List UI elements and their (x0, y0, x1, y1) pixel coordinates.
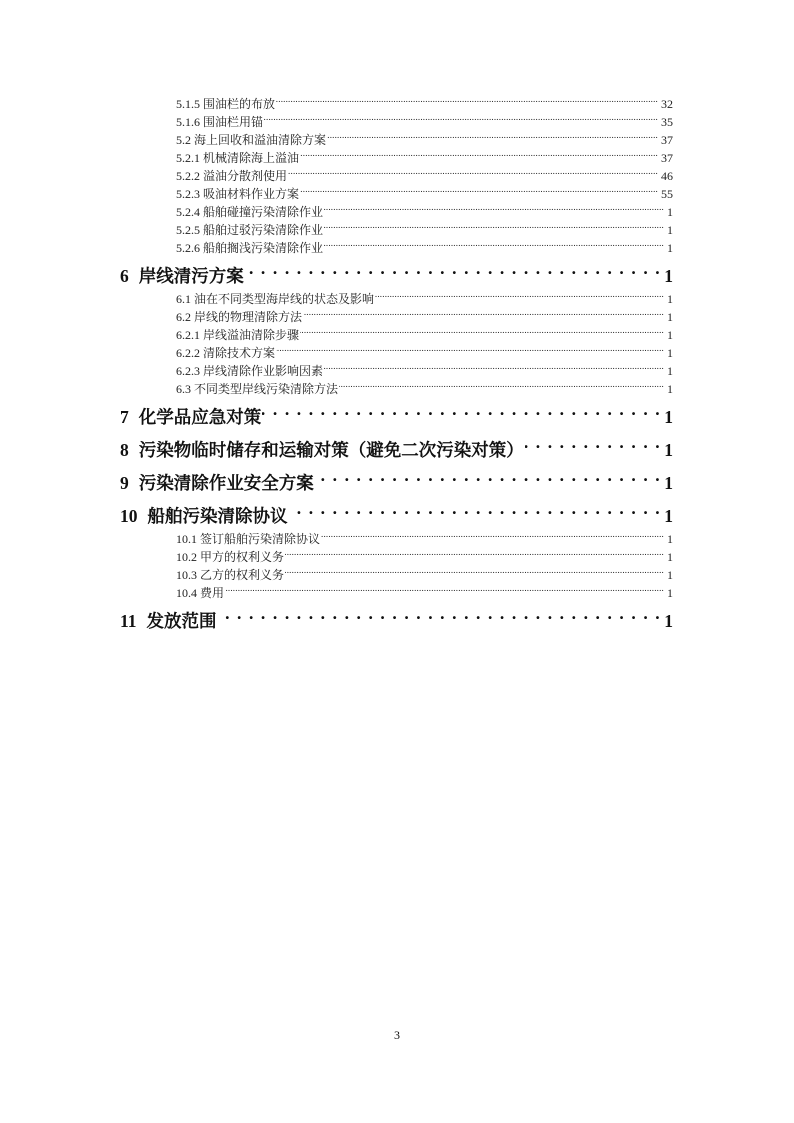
dot-leader (321, 531, 664, 543)
toc-section-entry[interactable] (120, 185, 673, 203)
toc-section-entry[interactable] (120, 113, 673, 131)
toc-section-entry[interactable] (120, 566, 673, 584)
dot-leader (288, 168, 658, 180)
entry-page: 1 (664, 473, 673, 493)
entry-title: 船舶污染清除协议 (147, 506, 288, 526)
dot-leader (285, 549, 664, 561)
entry-title: 污染物临时储存和运输对策（避免二次污染对策） (138, 440, 524, 460)
dot-leader (324, 363, 664, 375)
toc-section-entry[interactable] (120, 167, 673, 185)
entry-number: 5.1.5 (176, 97, 200, 111)
toc-section-entry[interactable] (120, 362, 673, 380)
entry-title: 围油栏用锚 (203, 115, 264, 129)
entry-page: 32 (661, 97, 673, 111)
dot-leader (375, 291, 664, 303)
dot-leader (276, 96, 658, 108)
entry-title: 吸油材料作业方案 (203, 187, 300, 201)
entry-title: 海上回收和溢油清除方案 (194, 133, 327, 147)
entry-number: 10.2 (176, 550, 197, 564)
entry-title: 船舶碰撞污染清除作业 (203, 205, 324, 219)
entry-number: 6.1 (176, 292, 191, 306)
toc-chapter-entry[interactable] (120, 262, 673, 290)
entry-title: 不同类型岸线污染清除方法 (194, 382, 339, 396)
entry-page: 55 (661, 187, 673, 201)
table-of-contents (120, 95, 673, 635)
dot-leader (276, 345, 664, 357)
dot-leader (315, 472, 662, 490)
dot-leader (525, 439, 662, 457)
toc-section-entry[interactable] (120, 344, 673, 362)
entry-number: 5.2.3 (176, 187, 200, 201)
toc-section-entry[interactable] (120, 326, 673, 344)
toc-section-entry[interactable] (120, 149, 673, 167)
dot-leader (300, 186, 658, 198)
entry-title: 溢油分散剂使用 (203, 169, 288, 183)
entry-number: 6.2.3 (176, 364, 200, 378)
entry-page: 1 (667, 241, 673, 255)
entry-page: 37 (661, 133, 673, 147)
dot-leader (303, 309, 664, 321)
dot-leader (245, 265, 662, 283)
dot-leader (300, 150, 658, 162)
toc-chapter-entry[interactable] (120, 502, 673, 530)
toc-section-entry[interactable] (120, 584, 673, 602)
entry-title: 乙方的权利义务 (200, 568, 285, 582)
entry-number: 6.2.1 (176, 328, 200, 342)
dot-leader (324, 240, 664, 252)
entry-title: 费用 (200, 586, 225, 600)
toc-chapter-entry[interactable] (120, 469, 673, 497)
toc-chapter-entry[interactable] (120, 403, 673, 431)
entry-page: 1 (664, 407, 673, 427)
dot-leader (339, 381, 664, 393)
entry-page: 1 (667, 205, 673, 219)
entry-number: 11 (120, 611, 137, 631)
entry-title: 机械清除海上溢油 (203, 151, 300, 165)
toc-section-entry[interactable] (120, 308, 673, 326)
entry-page: 1 (667, 382, 673, 396)
entry-title: 清除技术方案 (203, 346, 276, 360)
entry-title: 发放范围 (146, 611, 217, 631)
entry-number: 5.2.1 (176, 151, 200, 165)
toc-section-entry[interactable] (120, 131, 673, 149)
entry-title: 船舶过驳污染清除作业 (203, 223, 324, 237)
dot-leader (300, 327, 664, 339)
dot-leader (324, 204, 664, 216)
dot-leader (327, 132, 658, 144)
entry-page: 1 (667, 328, 673, 342)
entry-number: 10.3 (176, 568, 197, 582)
entry-number: 6 (120, 266, 129, 286)
entry-page: 1 (667, 568, 673, 582)
entry-page: 46 (661, 169, 673, 183)
entry-title: 岸线清除作业影响因素 (203, 364, 324, 378)
entry-title: 岸线清污方案 (138, 266, 244, 286)
entry-number: 6.2 (176, 310, 191, 324)
toc-chapter-entry[interactable] (120, 436, 673, 464)
dot-leader (285, 567, 664, 579)
entry-page: 1 (667, 532, 673, 546)
entry-page: 1 (664, 440, 673, 460)
entry-page: 1 (667, 310, 673, 324)
toc-section-entry[interactable] (120, 530, 673, 548)
entry-page: 1 (667, 550, 673, 564)
entry-number: 10 (120, 506, 138, 526)
entry-number: 7 (120, 407, 129, 427)
entry-number: 10.1 (176, 532, 197, 546)
toc-section-entry[interactable] (120, 290, 673, 308)
entry-page: 1 (664, 506, 673, 526)
entry-title: 围油栏的布放 (203, 97, 276, 111)
entry-page: 1 (667, 292, 673, 306)
toc-chapter-entry[interactable] (120, 607, 673, 635)
entry-page: 1 (667, 223, 673, 237)
dot-leader (262, 406, 661, 424)
entry-number: 5.1.6 (176, 115, 200, 129)
dot-leader (218, 610, 662, 628)
entry-number: 6.2.2 (176, 346, 200, 360)
dot-leader (289, 505, 662, 523)
entry-title: 岸线的物理清除方法 (194, 310, 303, 324)
entry-number: 8 (120, 440, 129, 460)
entry-number: 9 (120, 473, 129, 493)
entry-title: 签订船舶污染清除协议 (200, 532, 321, 546)
toc-section-entry[interactable] (120, 221, 673, 239)
toc-section-entry[interactable] (120, 239, 673, 257)
toc-section-entry[interactable] (120, 203, 673, 221)
toc-section-entry[interactable] (120, 95, 673, 113)
entry-number: 5.2 (176, 133, 191, 147)
entry-number: 6.3 (176, 382, 191, 396)
entry-page: 1 (664, 266, 673, 286)
dot-leader (264, 114, 658, 126)
dot-leader (225, 585, 664, 597)
entry-number: 5.2.5 (176, 223, 200, 237)
entry-page: 1 (667, 364, 673, 378)
entry-title: 化学品应急对策 (138, 407, 262, 427)
entry-title: 岸线溢油清除步骤 (203, 328, 300, 342)
entry-title: 甲方的权利义务 (200, 550, 285, 564)
entry-title: 船舶搁浅污染清除作业 (203, 241, 324, 255)
dot-leader (324, 222, 664, 234)
entry-page: 37 (661, 151, 673, 165)
entry-number: 5.2.6 (176, 241, 200, 255)
entry-page: 35 (661, 115, 673, 129)
entry-number: 5.2.4 (176, 205, 200, 219)
page-number: 3 (394, 1028, 400, 1042)
entry-page: 1 (664, 611, 673, 631)
entry-title: 油在不同类型海岸线的状态及影响 (194, 292, 375, 306)
toc-section-entry[interactable] (120, 380, 673, 398)
entry-number: 10.4 (176, 586, 197, 600)
entry-title: 污染清除作业安全方案 (138, 473, 314, 493)
toc-section-entry[interactable] (120, 548, 673, 566)
entry-number: 5.2.2 (176, 169, 200, 183)
entry-page: 1 (667, 586, 673, 600)
entry-page: 1 (667, 346, 673, 360)
